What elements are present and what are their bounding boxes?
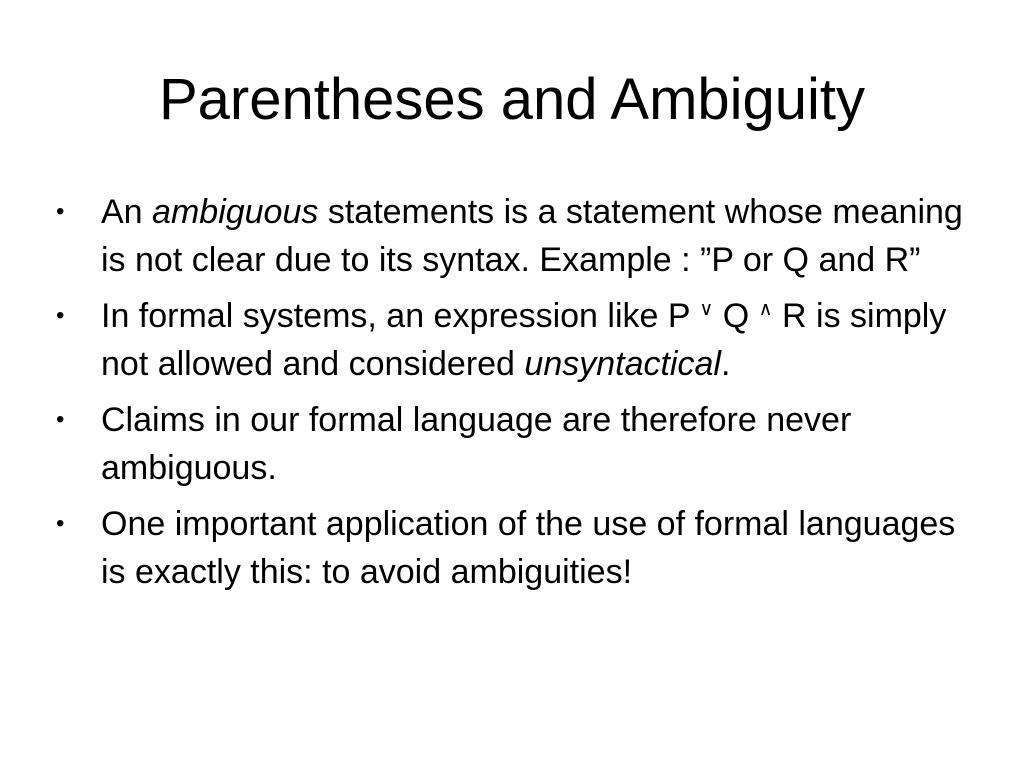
bullet-text: In formal systems, an expression like P <box>101 297 700 335</box>
logical-and-symbol: ∧ <box>758 299 773 320</box>
bullet-marker: • <box>56 302 65 329</box>
bullet-text: . <box>720 345 731 383</box>
bullet-text: statements is a statement whose meaning is not clear due to its syntax. Example : ”P or Q and R” <box>101 193 963 279</box>
emphasis-unsyntactical: unsyntactical <box>524 345 721 383</box>
emphasis-ambiguous: ambiguous <box>152 193 319 231</box>
bullet-avoid-ambiguities <box>56 500 976 596</box>
bullet-claims-never-ambiguous <box>56 396 976 492</box>
bullet-text: Claims in our formal language are therefore never ambiguous. <box>101 401 852 487</box>
bullet-text: One important application of the use of formal languages is exactly this: to avoid ambiguities! <box>101 505 956 591</box>
slide-title: Parentheses and Ambiguity <box>158 67 866 132</box>
bullet-list <box>56 188 976 604</box>
bullet-ambiguous-definition <box>56 188 976 284</box>
bullet-marker: • <box>56 198 65 225</box>
bullet-marker: • <box>56 406 65 433</box>
bullet-text: R is simply not allowed and considered <box>101 297 947 383</box>
bullet-text: An <box>101 193 153 231</box>
bullet-formal-systems <box>56 292 976 388</box>
bullet-text: Q <box>713 297 759 335</box>
bullet-marker: • <box>56 510 65 537</box>
logical-or-symbol: ∨ <box>699 299 714 320</box>
